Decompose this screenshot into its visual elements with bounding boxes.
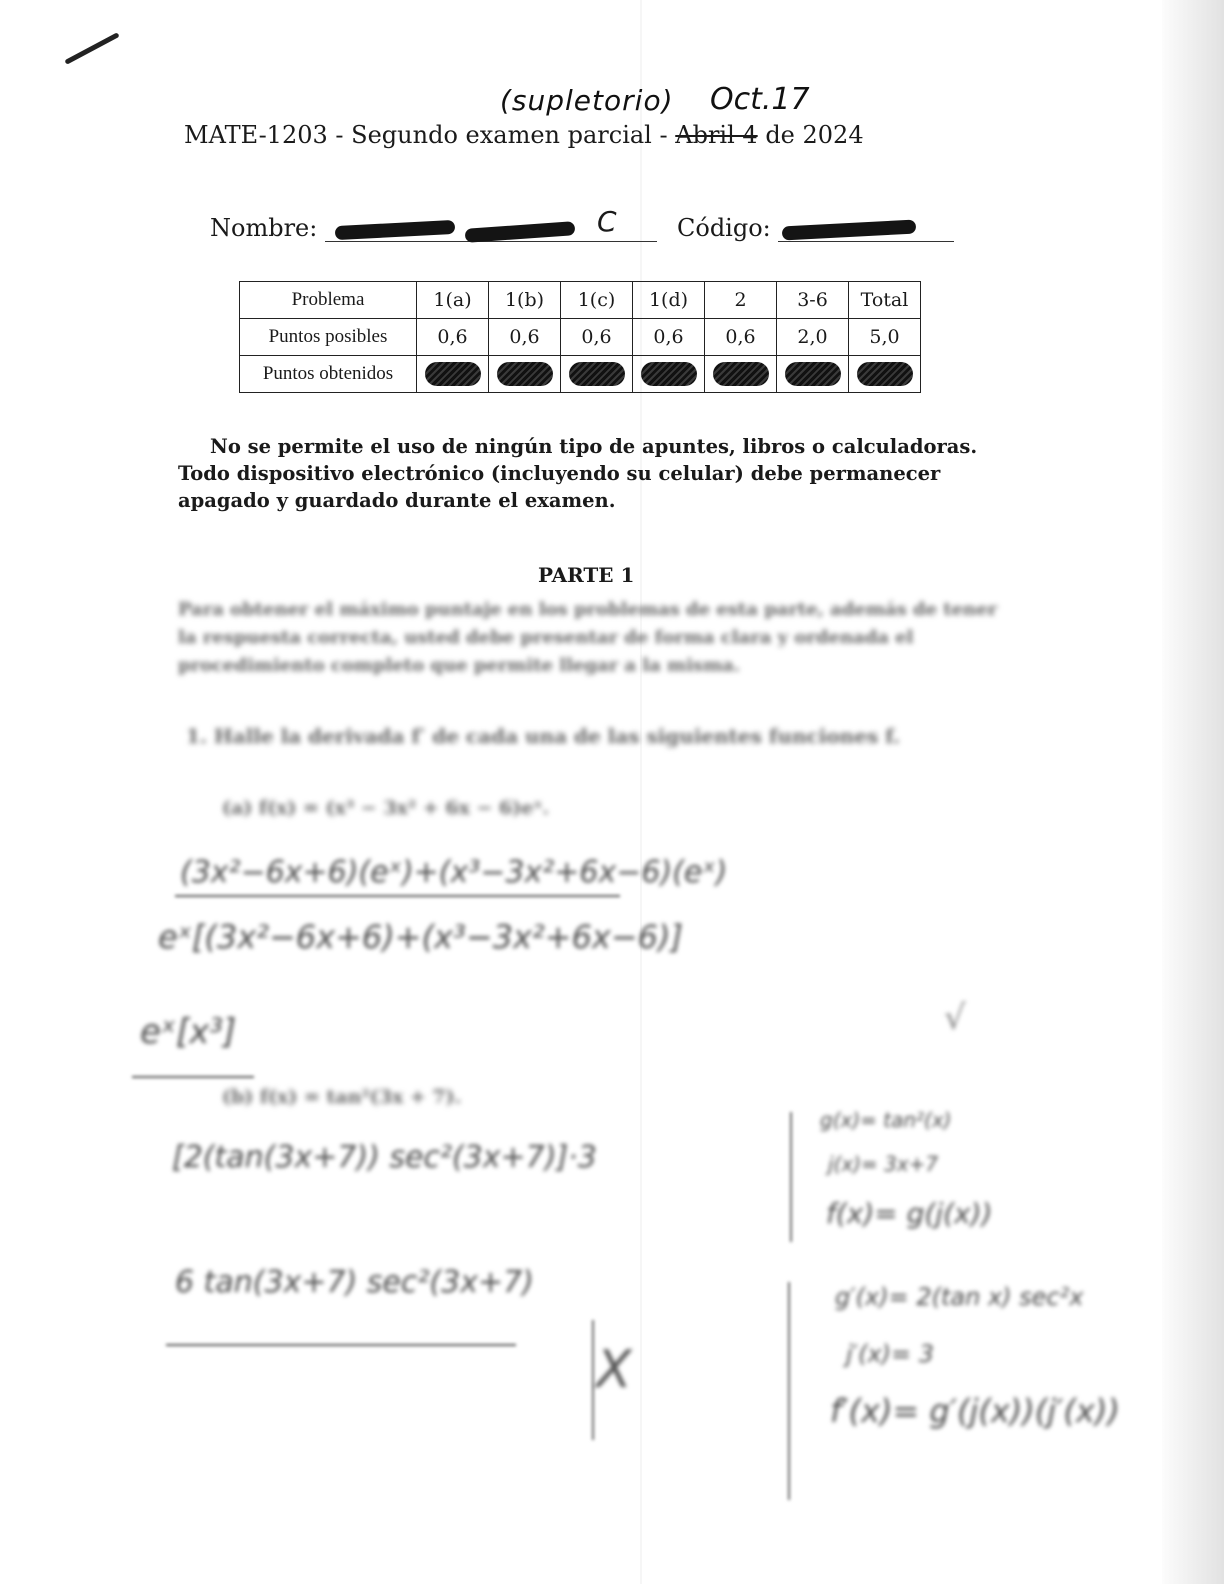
handwritten-work: [2(tan(3x+7)) sec²(3x+7)]·3 [172, 1140, 597, 1175]
problem-cell: Total [849, 282, 921, 319]
handwritten-answer: eˣ[x³] [140, 1012, 237, 1052]
name-blank [325, 205, 657, 242]
redaction-scribble [335, 220, 456, 240]
scratched-cell [633, 356, 705, 393]
handwritten-side-work: j′(x)= 3 [846, 1340, 935, 1368]
handwritten-side-work: g′(x)= 2(tan x) sec²x [835, 1283, 1084, 1311]
code-field [677, 213, 954, 242]
redaction-scribble [641, 362, 697, 386]
question-1: 1. Halle la derivada f′ de cada una de las siguientes funciones f. [186, 724, 901, 748]
handwritten-supletorio: (supletorio) [500, 84, 674, 117]
problem-cell: 1(b) [489, 282, 561, 319]
redaction-scribble [497, 362, 553, 386]
name-field [210, 205, 657, 242]
points-cell: 0,6 [561, 319, 633, 356]
handwritten-side-work: f′(x)= g′(j(x))(j′(x)) [830, 1392, 1120, 1430]
exam-instructions [178, 433, 1028, 514]
handwritten-side-work: g(x)= tan²(x) [820, 1108, 952, 1132]
points-cell: 0,6 [705, 319, 777, 356]
name-initial: C [596, 205, 617, 238]
pen-mark [64, 32, 119, 65]
handwritten-date: Oct.17 [710, 82, 810, 117]
code-blank [778, 213, 954, 242]
question-1a: (a) f(x) = (x³ − 3x² + 6x − 6)eˣ. [222, 797, 549, 819]
handwritten-side-work: f(x)= g(j(x)) [826, 1197, 993, 1230]
exam-title: MATE-1203 - Segundo examen parcial - Abril 4 de 2024 [184, 121, 864, 149]
part-heading: PARTE 1 [538, 563, 635, 587]
code-label: Código: [677, 214, 771, 242]
row-label-puntos-obtenidos: Puntos obtenidos [240, 356, 417, 393]
points-cell: 0,6 [489, 319, 561, 356]
name-label: Nombre: [210, 214, 318, 242]
divider-line [788, 1282, 790, 1500]
table-row [240, 319, 921, 356]
exam-name: Segundo examen parcial [351, 121, 652, 149]
struck-date: Abril 4 [675, 121, 758, 149]
divider-line [790, 1112, 792, 1242]
scratched-cell [849, 356, 921, 393]
problem-cell: 1(c) [561, 282, 633, 319]
redaction-scribble [713, 362, 769, 386]
handwritten-work: eˣ[(3x²−6x+6)+(x³−3x²+6x−6)] [158, 918, 683, 956]
scratched-cell [561, 356, 633, 393]
scratched-cell [777, 356, 849, 393]
underline [132, 1076, 254, 1078]
scratched-cell [417, 356, 489, 393]
year-suffix: de 2024 [765, 121, 864, 149]
redaction-scribble [857, 362, 913, 386]
redaction-scribble [785, 362, 841, 386]
handwritten-work: (3x²−6x+6)(eˣ)+(x³−3x²+6x−6)(eˣ) [180, 855, 728, 890]
cross-mark: X [596, 1340, 632, 1400]
underline [166, 1344, 516, 1346]
instructions-text: No se permite el uso de ningún tipo de apuntes, libros o calculadoras. Todo dispositivo electrónico (incluyendo su celular) debe permanecer apagado y guardado durante el examen. [178, 435, 978, 512]
redaction-scribble [465, 221, 576, 243]
problem-cell: 3-6 [777, 282, 849, 319]
scratched-cell [489, 356, 561, 393]
row-label-puntos-posibles: Puntos posibles [240, 319, 417, 356]
handwritten-side-work: j(x)= 3x+7 [828, 1152, 939, 1176]
table-row [240, 356, 921, 393]
question-1b: (b) f(x) = tan²(3x + 7). [222, 1086, 462, 1108]
table-row [240, 282, 921, 319]
underline [175, 895, 620, 897]
problem-cell: 1(d) [633, 282, 705, 319]
course-code: MATE-1203 [184, 121, 328, 149]
points-cell: 0,6 [633, 319, 705, 356]
redaction-scribble [782, 220, 917, 241]
points-cell: 5,0 [849, 319, 921, 356]
points-cell: 2,0 [777, 319, 849, 356]
margin-mark: √ [944, 998, 966, 1038]
divider-line [592, 1320, 594, 1440]
points-cell: 0,6 [417, 319, 489, 356]
problem-cell: 2 [705, 282, 777, 319]
redaction-scribble [569, 362, 625, 386]
score-table [239, 281, 921, 393]
page-edge-shadow [1162, 0, 1224, 1584]
scratched-cell [705, 356, 777, 393]
row-label-problema: Problema [240, 282, 417, 319]
redaction-scribble [425, 362, 481, 386]
problem-cell: 1(a) [417, 282, 489, 319]
part-intro-text: Para obtener el máximo puntaje en los problemas de esta parte, además de tener la respuesta correcta, usted debe presentar de forma clara y ordenada el procedimiento completo que permite llegar a la misma. [178, 599, 998, 676]
handwritten-answer: 6 tan(3x+7) sec²(3x+7) [175, 1265, 534, 1300]
